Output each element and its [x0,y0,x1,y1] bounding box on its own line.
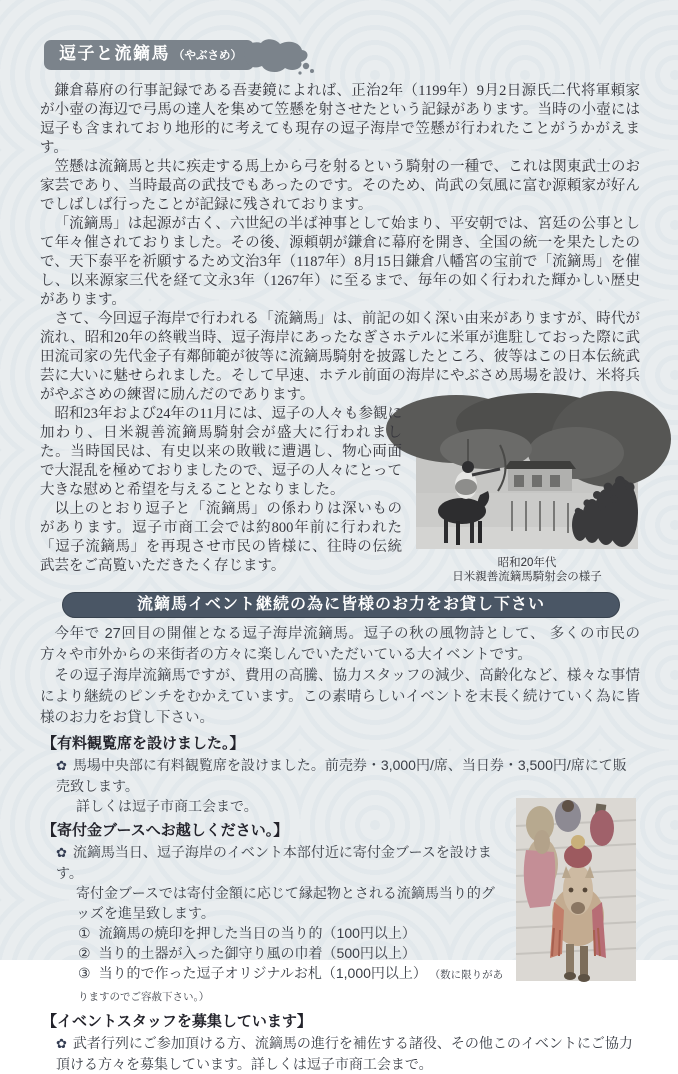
seating-bullet-text: 馬場中央部に有料観覧席を設けました。前売券・3,000円/席、当日券・3,500円/席にて販売致します。 [56,757,627,794]
history-section [40,82,640,586]
brush-splash-icon [242,37,316,79]
circled-1-icon: ① [78,925,91,941]
history-paragraph-2: 笠懸は流鏑馬と共に疾走する馬上から弓を射るという騎射の一種で、これは関東武士のお家芸であり、当時最高の武技でもあったのです。そのため、尚武の気風に富む源頼家が好んでしばしば行ったことが記録に残されております。 [40,159,640,213]
page-title-reading: （やぶさめ） [173,50,242,62]
support-paragraph-2: その逗子海岸流鏑馬ですが、費用の高騰、協力スタッフの減少、高齢化など、様々な事情により継続のピンチをむかえています。この素晴らしいイベントを末長く続けていく為に皆様のお力をお貸し下さい。 [40,668,640,726]
donation-item-2-text: 当り的土器が入った御守り風の巾着（500円以上） [98,945,416,961]
donation-note: （数に限りがありますのでご容赦下さい。） [78,969,504,1003]
seating-bullet [56,755,640,796]
circled-3-icon: ③ [78,965,91,981]
support-paragraph-1: 今年で 27回目の開催となる逗子海岸流鏑馬。逗子の秋の風物詩として、 多くの市民の方々や市外からの来街者の方々に楽しんでいただいている大イベントです。 [40,626,640,663]
donation-detail-line: 寄付金ブースでは寄付金額に応じて縁起物とされる流鏑馬当り的グッズを進呈致します。 [76,885,495,921]
photo-caption [414,556,640,584]
support-section [40,624,640,1074]
donation-item-3-text: 当り的で作った逗子オリジナルお札（1,000円以上） [98,965,427,981]
title-banner [44,40,254,70]
photo-caption-line2: 日米親善流鏑馬騎射会の様子 [452,571,602,583]
title-banner-row [44,40,640,74]
page-title: 逗子と流鏑馬 [59,44,170,63]
donation-heading: 【寄付金ブースへお越しください。】 [42,822,289,839]
photo-caption-line1: 昭和20年代 [497,557,557,569]
donation-bullet-text: 流鏑馬当日、逗子海岸のイベント本部付近に寄付金ブースを設けます。 [56,844,492,881]
history-paragraph-6: 以上のとおり逗子と「流鏑馬」の係わりは深いものがあります。逗子市商工会では約800年前に行われた「逗子流鏑馬」を再現させ市民の皆様に、往時の伝統武芸をご高覧いただきたく存じます。 [40,501,402,574]
flower-bullet-icon: ✿ [56,758,67,773]
staff-bullet [56,1033,640,1074]
history-paragraph-1: 鎌倉幕府の行事記録である吾妻鏡によれば、正治2年（1199年）9月2日源氏二代将軍頼家が小壺の海辺で弓馬の達人を集めて笠懸を射させたという記録があります。当時の小壺には逗子も含まれており地形的に考えても現存の逗子海岸で笠懸が行われたことがうかがえます。 [40,83,640,156]
seating-heading: 【有料観覧席を設けました。】 [42,735,245,752]
circled-2-icon: ② [78,945,91,961]
history-paragraph-3: 「流鏑馬」は起源が古く、六世紀の半ば神事として始まり、平安朝では、宮廷の公事として年々催されておりました。その後、源頼朝が鎌倉に幕府を開き、全国の統一を果たしたので、天下泰平を祈願するため文治3年（1187年）8月15日鎌倉八幡宮の宝前で「流鏑馬」を催し、以来源家三代を経て文永3年（1267年）に至るまで、毎年の如く行われた輝かしい歴史があります。 [40,216,640,308]
history-photo-wrap [40,405,640,586]
staff-heading: 【イベントスタッフを募集しています】 [42,1013,312,1030]
seating-contact-line: 詳しくは逗子市商工会まで。 [76,798,258,814]
support-banner: 流鏑馬イベント継続の為に皆様のお力をお貸し下さい [62,592,620,618]
horse-procession-photo [516,798,636,981]
donation-item-1-text: 流鏑馬の焼印を押した当日の当り的（100円以上） [98,925,416,941]
support-photo-wrap [40,796,640,1074]
procession-photo-block [516,798,640,981]
history-paragraph-4: さて、今回逗子海岸で行われる「流鏑馬」は、前記の如く深い由来がありますが、時代が流れ、昭和20年の終戦当時、逗子海岸にあったなぎさホテルに米軍が進駐しておった際に武田流司家の先代金子有鄰師範が彼等に流鏑馬騎射を披露したところ、彼等はこの日本伝統武芸に大いに魅せられました。そして早速、ホテル前面の海岸にやぶさめ馬場を設け、米将兵がやぶさめの練習に励んだのであります。 [40,311,640,403]
flower-bullet-icon: ✿ [56,845,67,860]
staff-bullet-text: 武者行列にご参加頂ける方、流鏑馬の進行を補佐する諸役、その他このイベントにご協力頂ける方々を募集しています。詳しくは逗子市商工会まで。 [56,1035,633,1072]
historic-photo-block [414,409,640,584]
yabusame-historic-photo [416,409,638,549]
history-paragraph-5: 昭和23年および24年の11月には、逗子の人々も参観に加わり、日米親善流鏑馬騎射会が盛大に行われました。当時国民は、有史以来の敗戦に遭遇し、物心両面で大混乱を極めておりましたので、逗子の人々にとって大きな慰めと希望を与えることとなりました。 [40,406,402,498]
flower-bullet-icon: ✿ [56,1036,67,1051]
